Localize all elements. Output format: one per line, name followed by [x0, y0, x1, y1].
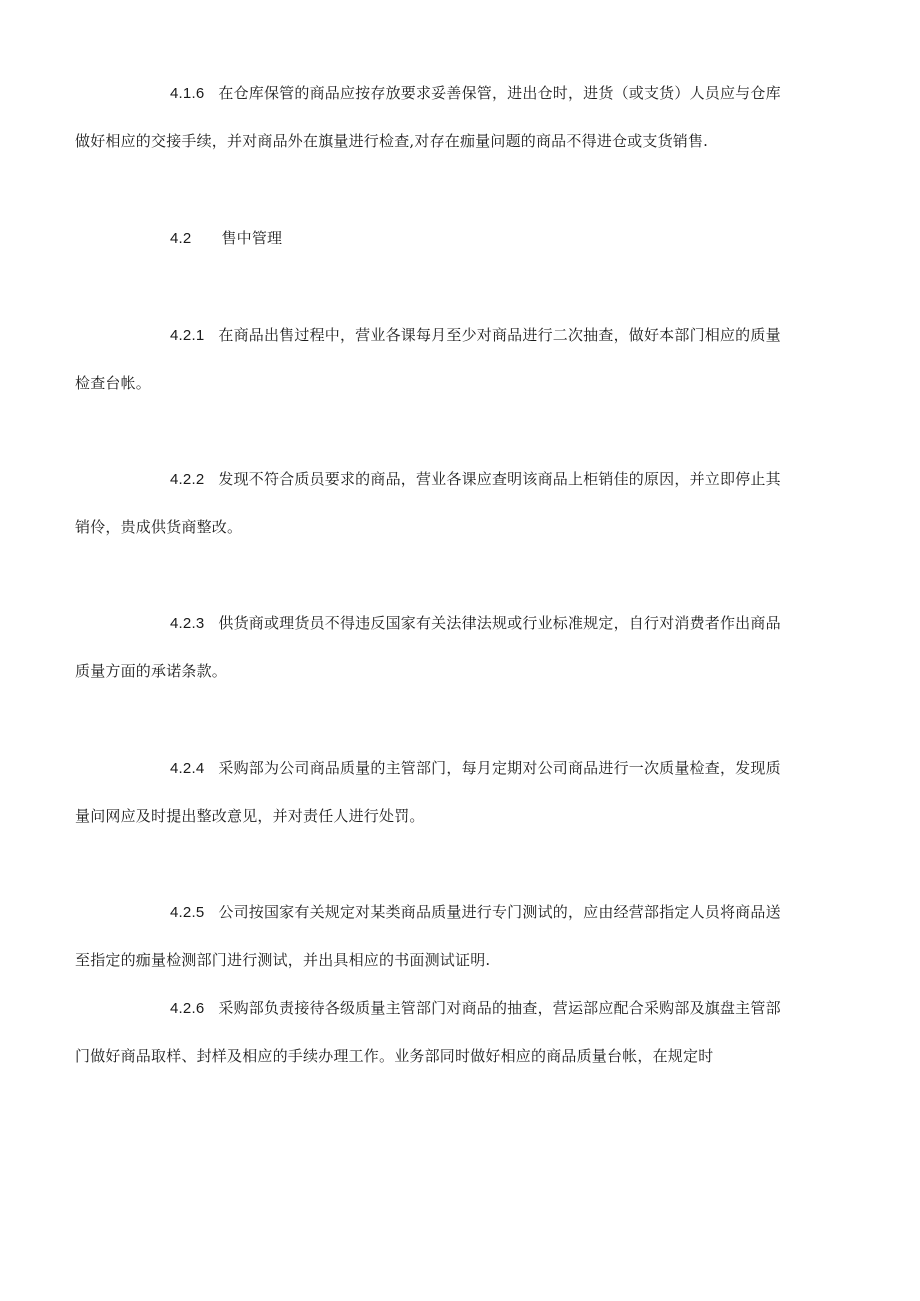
paragraph-4-2-1-line-1 [170, 325, 781, 346]
paragraph-text: 门做好商品取样、封样及相应的手续办理工作。业务部同时做好相应的商品质量台帐，在规定时 [75, 1047, 714, 1065]
paragraph-text: 销伶，贵成供货商整改。 [75, 518, 243, 536]
paragraph-4-1-6-line-2 [75, 131, 708, 151]
paragraph-text: 在仓库保管的商品应按存放要求妥善保管，进出仓时，进货（或支货）人员应与仓库 [218, 84, 781, 102]
section-title: 售中管理 [221, 229, 283, 247]
paragraph-4-2-2-line-1 [170, 469, 781, 490]
paragraph-text: 公司按国家有关规定对某类商品质量进行专门测试的，应由经营部指定人员将商品送 [218, 903, 781, 921]
paragraph-4-2-6-line-1 [170, 998, 781, 1019]
section-number: 4.2.4 [170, 760, 205, 777]
section-number: 4.2 [170, 230, 192, 247]
paragraph-text: 做好相应的交接手续，并对商品外在旗量进行检查,对存在痂量问题的商品不得进仓或支货销售. [75, 132, 709, 150]
paragraph-4-2-1-line-2 [75, 373, 151, 393]
paragraph-text: 供货商或理货员不得违反国家有关法律法规或行业标准规定，自行对消费者作出商品 [218, 614, 781, 632]
paragraph-4-2-4-line-2 [75, 806, 425, 826]
paragraph-4-2-2-line-2 [75, 517, 242, 537]
paragraph-4-2-3-line-2 [75, 661, 227, 681]
section-heading-4-2 [170, 228, 282, 249]
section-number: 4.2.6 [170, 1000, 205, 1017]
paragraph-4-2-6-line-2 [75, 1046, 713, 1066]
paragraph-text: 量问网应及时提出整改意见，并对责任人进行处罚。 [75, 807, 425, 825]
paragraph-4-1-6-line-1 [170, 83, 781, 104]
section-number: 4.2.1 [170, 327, 205, 344]
paragraph-text: 发现不符合质员要求的商品，营业各课应查明该商品上柜销佳的原因，并立即停止其 [218, 470, 781, 488]
section-number: 4.2.3 [170, 615, 205, 632]
paragraph-4-2-3-line-1 [170, 613, 781, 634]
paragraph-text: 采购部负责接待各级质量主管部门对商品的抽查，营运部应配合采购部及旗盘主管部 [218, 999, 781, 1017]
paragraph-4-2-5-line-2 [75, 950, 490, 970]
section-number: 4.2.2 [170, 471, 205, 488]
paragraph-text: 质量方面的承诺条款。 [75, 662, 228, 680]
section-number: 4.2.5 [170, 904, 205, 921]
paragraph-text: 至指定的痂量检测部门进行测试，并出具相应的书面测试证明. [75, 951, 491, 969]
section-number: 4.1.6 [170, 85, 205, 102]
paragraph-text: 采购部为公司商品质量的主管部门，每月定期对公司商品进行一次质量检查，发现质 [218, 759, 781, 777]
paragraph-4-2-4-line-1 [170, 758, 781, 779]
paragraph-text: 在商品出售过程中，营业各课每月至少对商品进行二次抽查，做好本部门相应的质量 [218, 326, 781, 344]
paragraph-4-2-5-line-1 [170, 902, 781, 923]
paragraph-text: 检查台帐。 [75, 374, 152, 392]
